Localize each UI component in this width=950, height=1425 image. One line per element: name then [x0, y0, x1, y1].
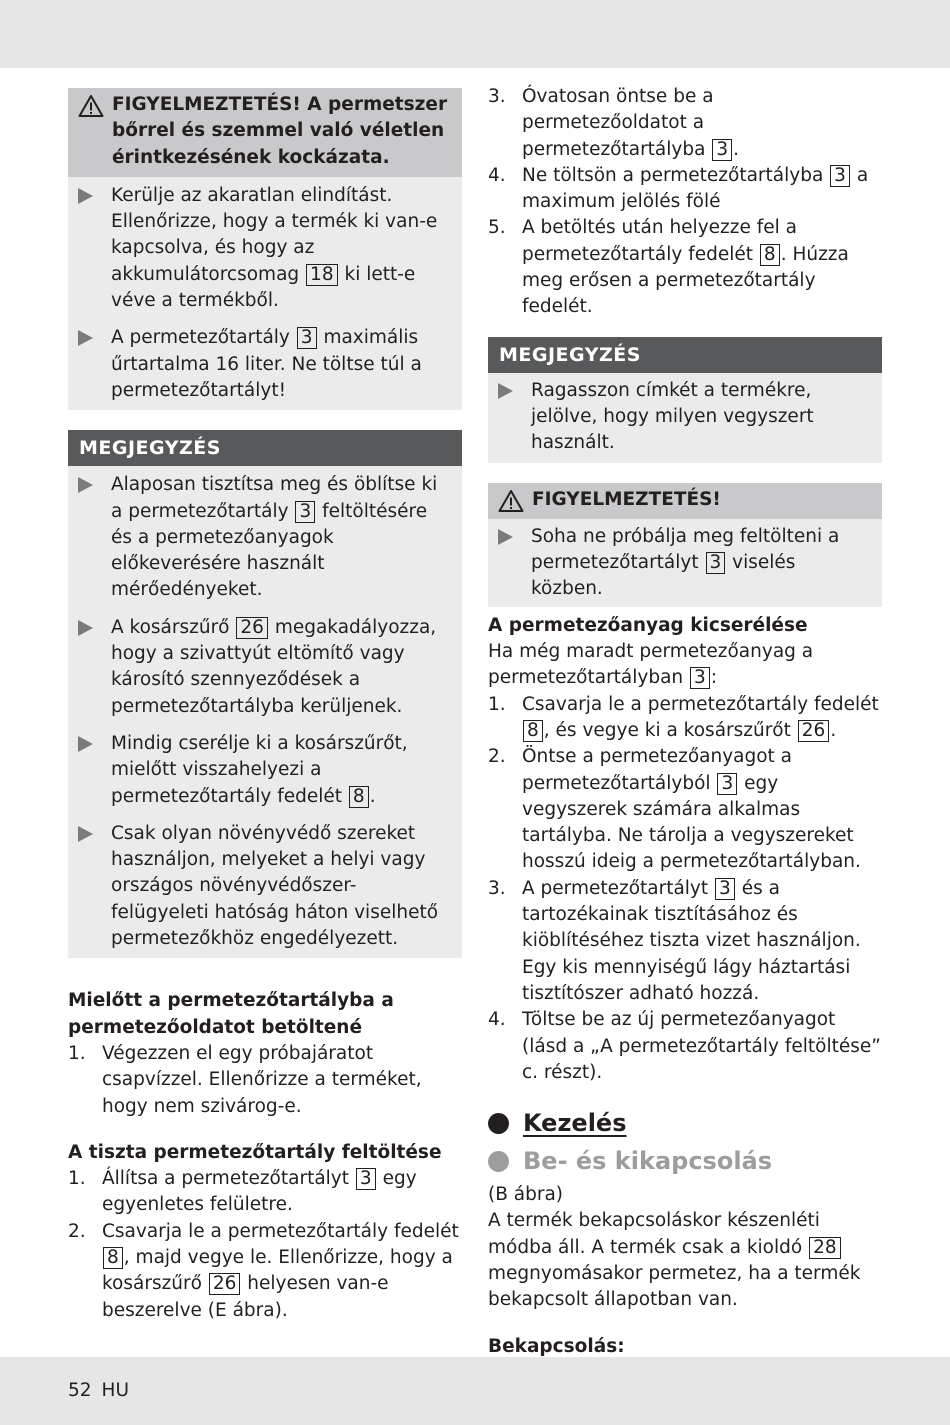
step-number: 2. [68, 1220, 86, 1242]
bullet-triangle-icon [78, 736, 93, 752]
step-number: 3. [488, 86, 506, 107]
section-title-onoff [488, 1144, 882, 1178]
part-ref: 3 [712, 139, 732, 161]
part-ref: 8 [760, 244, 780, 266]
list-item [78, 615, 452, 720]
part-ref: 8 [103, 1247, 123, 1269]
text: Csak olyan növényvédő szereket használjon, melyeket a helyi vagy országos növényvédőszer-felügyeleti hatóság háton viselhető permetezőkhöz engedélyezett. [111, 822, 439, 950]
section-replace [488, 613, 882, 1086]
section-filling [68, 1140, 462, 1324]
text: Öntse a permetezőanyagot a permetezőtartályból [522, 746, 793, 794]
text: viselés közben. [531, 552, 796, 600]
text: A permetezőtartályt [522, 877, 709, 899]
list-item [78, 183, 452, 314]
bullet-triangle-icon [498, 529, 513, 545]
text: Ha még maradt permetezőanyag a permetezőtartályban [488, 641, 814, 689]
part-ref: 28 [809, 1237, 841, 1259]
step-number: 3. [488, 877, 506, 899]
step-number: 1. [488, 693, 506, 715]
list-item [498, 378, 872, 457]
text: Óvatosan öntse be a permetezőoldatot a permetezőtartályba [522, 86, 714, 160]
text: . [830, 719, 837, 741]
bullet-dot-icon [488, 1151, 509, 1172]
section-onoff-body [488, 1182, 882, 1313]
text: ki lett-e véve a termékből. [111, 263, 416, 312]
top-band [0, 0, 950, 68]
part-ref: 3 [295, 501, 315, 523]
part-ref: 8 [349, 786, 369, 808]
text: a maximum jelölés fölé [522, 164, 869, 213]
note-box-label [488, 337, 882, 463]
warning-title: FIGYELMEZTETÉS! A permetszer bőrrel és szemmel való véletlen érintkezésének kockázata. [112, 94, 448, 168]
part-ref: 3 [715, 878, 735, 900]
warning-triangle-icon [498, 489, 524, 513]
bullet-triangle-icon [78, 330, 93, 346]
list-item [488, 692, 882, 745]
left-column [68, 88, 462, 1324]
title-text: Be- és kikapcsolás [523, 1147, 773, 1176]
text: A permetezőtartály [111, 327, 290, 349]
text: . [733, 138, 739, 160]
text: Mindig cserélje ki a kosárszűrőt, mielőtt visszahelyezi a permetezőtartály fedelét [111, 732, 408, 807]
step-number: 4. [488, 164, 506, 186]
part-ref: 26 [209, 1273, 241, 1295]
list-item [78, 821, 452, 952]
part-ref: 3 [690, 667, 710, 689]
step-number: 1. [68, 1168, 86, 1190]
text: Soha ne próbálja meg feltölteni a permetezőtartályt [531, 525, 840, 574]
list-item [78, 472, 452, 603]
warning-box-wearing [488, 483, 882, 607]
text: . Húzza meg erősen a permetezőtartály fedelét. [522, 243, 849, 318]
right-column [488, 84, 882, 1386]
text: A betöltés után helyezze fel a permetezőtartály fedelét [522, 217, 797, 265]
part-ref: 26 [798, 720, 830, 742]
part-ref: 3 [706, 552, 726, 574]
part-ref: 26 [236, 617, 268, 639]
list-item [488, 744, 882, 875]
text: : [710, 667, 718, 689]
warning-title: FIGYELMEZTETÉS! [532, 488, 721, 510]
note-box-cleaning [68, 430, 462, 958]
list-item [488, 163, 882, 216]
list-item [488, 215, 882, 320]
text: egy egyenletes felületre. [102, 1168, 417, 1216]
text: feltöltésére és a permetezőanyagok előkeverésére használt mérőedényeket. [111, 500, 428, 601]
list-item [68, 1166, 462, 1219]
bullet-triangle-icon [78, 477, 93, 493]
list-item [498, 524, 872, 603]
warning-header [68, 88, 462, 177]
bottom-band [0, 1357, 950, 1425]
list-item [488, 876, 882, 1007]
text: egy vegyszerek számára alkalmas tartályba. Ne tárolja a vegyszereket hosszú ideig a permetezőtartályban. [522, 772, 861, 873]
part-ref: 8 [523, 720, 543, 742]
section-heading: A permetezőanyag kicserélése [488, 614, 808, 636]
text: A termék bekapcsoláskor készenléti módba áll. A termék csak a kioldó [488, 1210, 820, 1258]
step-number: 2. [488, 746, 506, 768]
language-code: HU [101, 1380, 129, 1401]
bullet-triangle-icon [78, 188, 93, 204]
text: A kosárszűrő [111, 616, 230, 638]
text: és a tartozékainak tisztításához és kiöblítéséhez tiszta vizet használjon. Egy kis mennyiségű lágy háztartási tisztítószer adható hozzá. [522, 877, 861, 1004]
text: , és vegye ki a kosárszűrőt [543, 719, 791, 741]
part-ref: 3 [297, 327, 317, 349]
figure-ref: (B ábra) [488, 1184, 564, 1206]
text: Csavarja le a permetezőtartály fedelét [522, 693, 879, 715]
bullet-dot-icon [488, 1113, 509, 1134]
list-item [488, 84, 882, 163]
step-number: 4. [488, 1009, 506, 1031]
text: Állítsa a permetezőtartályt [102, 1168, 350, 1190]
list-item [68, 1219, 462, 1324]
text: Ne töltsön a permetezőtartályba [522, 164, 824, 186]
bullet-triangle-icon [78, 620, 93, 636]
bullet-triangle-icon [498, 383, 513, 399]
text: . [369, 785, 376, 807]
text: megakadályozza, hogy a szivattyút eltömítő vagy károsító szennyeződések a permetezőtartályba kerüljenek. [111, 616, 437, 717]
warning-header [488, 483, 882, 519]
text: , majd vegye le. Ellenőrizze, hogy a kosárszűrő [102, 1246, 453, 1295]
warning-triangle-icon [78, 94, 104, 118]
step-number: 5. [488, 217, 506, 239]
note-header: MEGJEGYZÉS [68, 430, 462, 466]
section-before-filling [68, 988, 462, 1119]
text: helyesen van-e beszerelve (E ábra). [102, 1273, 389, 1321]
section-title-kezeles [488, 1106, 882, 1140]
text: Kerülje az akaratlan elindítást. Ellenőrizze, hogy a termék ki van-e kapcsolva, és hogy az akkumulátorcsomag [111, 184, 438, 285]
note-header: MEGJEGYZÉS [488, 337, 882, 373]
text: Csavarja le a permetezőtartály fedelét [102, 1220, 459, 1242]
part-ref: 18 [306, 264, 338, 286]
filling-steps-continued [488, 84, 882, 321]
text: Töltse be az új permetezőanyagot (lásd a „A permetezőtartály feltöltése” c. részt). [522, 1009, 881, 1083]
part-ref: 3 [717, 773, 737, 795]
part-ref: 3 [830, 165, 850, 187]
step-number: 1. [68, 1042, 86, 1064]
title-text: Kezelés [523, 1109, 627, 1138]
section-heading: Mielőtt a permetezőtartályba a permetezőoldatot betöltené [68, 990, 394, 1038]
text: maximális űrtartalma 16 liter. Ne töltse túl a permetezőtartályt! [111, 327, 422, 401]
list-item [68, 1041, 462, 1120]
text: Alaposan tisztítsa meg és öblítse ki a permetezőtartály [111, 474, 438, 522]
section-heading: Bekapcsolás: [488, 1335, 625, 1357]
bullet-triangle-icon [78, 826, 93, 842]
text: Végezzen el egy próbajáratot csapvízzel. Ellenőrizze a terméket, hogy nem szivárog-e. [102, 1042, 422, 1117]
list-item [488, 1007, 882, 1086]
paragraph [488, 1208, 882, 1313]
section-heading: A tiszta permetezőtartály feltöltése [68, 1141, 442, 1163]
list-item [78, 325, 452, 404]
paragraph [488, 639, 882, 692]
list-item [78, 731, 452, 810]
part-ref: 3 [356, 1168, 376, 1190]
warning-box-skin-contact [68, 88, 462, 410]
page-number: 52 [68, 1380, 92, 1401]
page-footer [68, 1378, 129, 1404]
text: Ragasszon címkét a termékre, jelölve, hogy milyen vegyszert használt. [531, 379, 814, 454]
text: megnyomásakor permetez, ha a termék bekapcsolt állapotban van. [488, 1262, 861, 1311]
